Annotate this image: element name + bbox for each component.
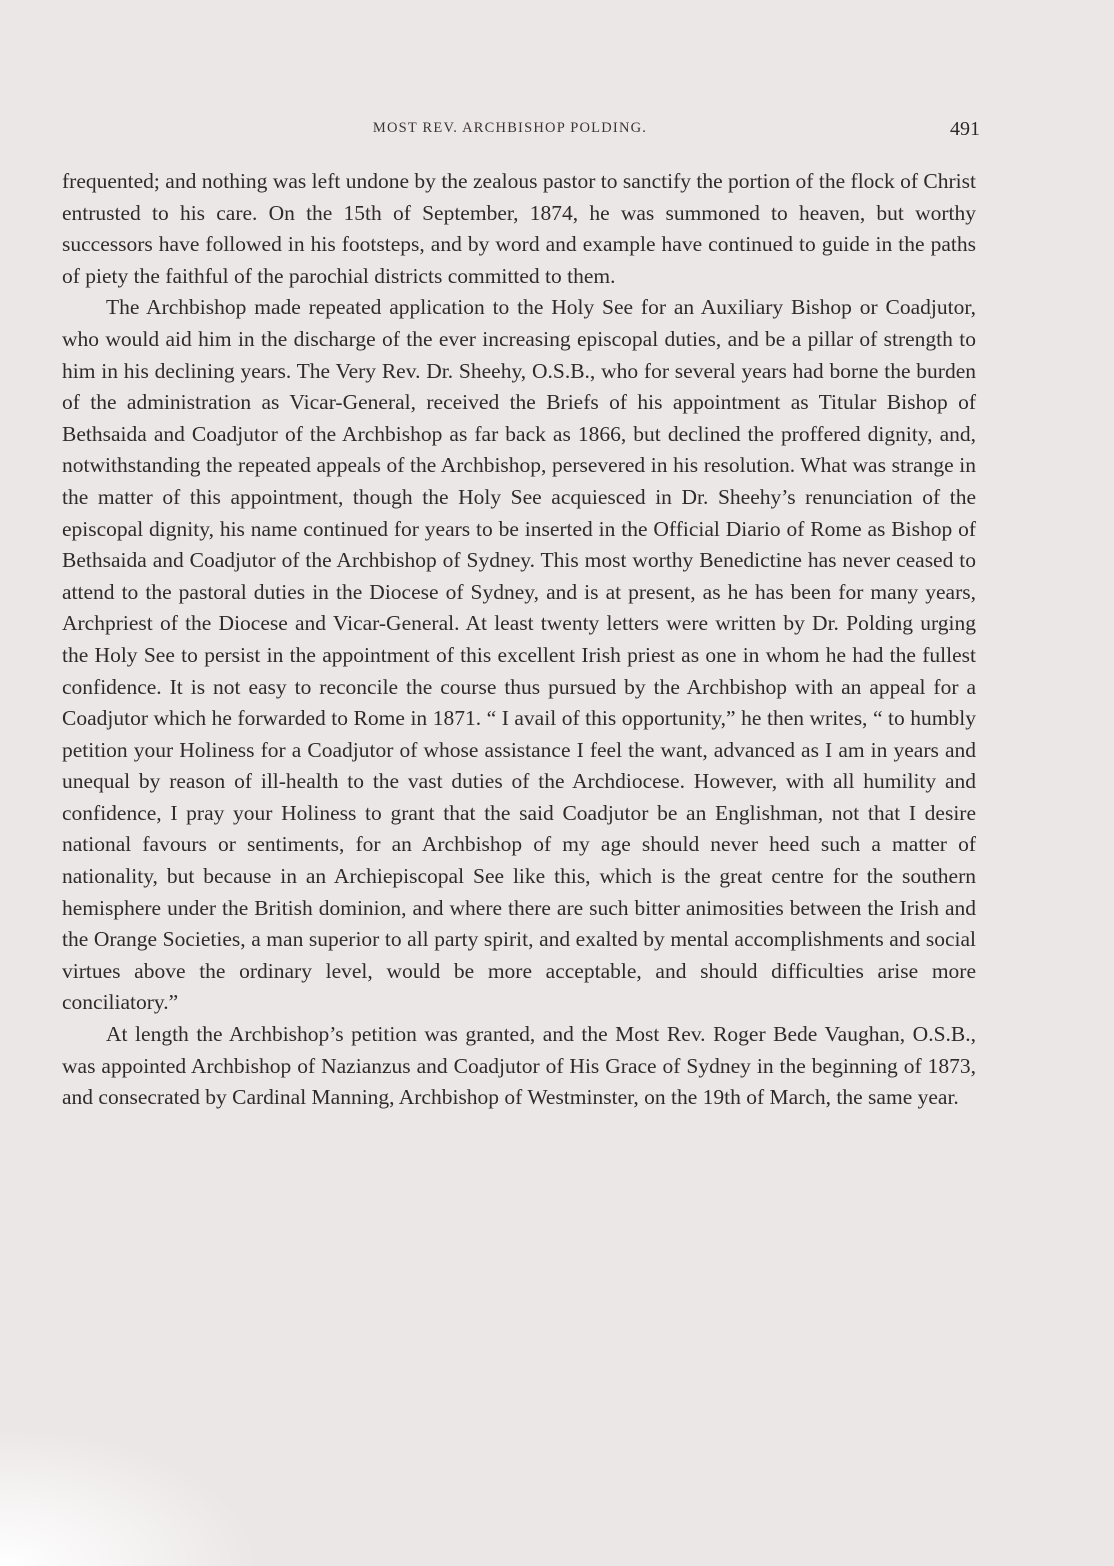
body-text (62, 166, 976, 1114)
paragraph-continuation: frequented; and nothing was left undone by the zealous pastor to sanctify the portion of the flock of Christ entrusted to his care. On the 15th of September, 1874, he was summoned to heaven, but worthy successors have followed in his footsteps, and by word and example have continued to guide in the paths of piety the faithful of the parochial districts committed to them. (62, 169, 976, 288)
running-title: MOST REV. ARCHBISHOP POLDING. (372, 120, 648, 136)
paragraph-coadjutor-application: The Archbishop made repeated application to the Holy See for an Auxiliary Bishop or Coadjutor, who would aid him in the discharge of the ever increasing episcopal duties, and be a pillar of strength to him in his declining years. The Very Rev. Dr. Sheehy, O.S.B., who for several years had borne the burden of the administration as Vicar-General, received the Briefs of his appointment as Titular Bishop of Bethsaida and Coadjutor of the Archbishop as far back as 1866, but declined the proffered dignity, and, notwithstanding the repeated appeals of the Archbishop, persevered in his resolution. What was strange in the matter of this appointment, though the Holy See acquiesced in Dr. Sheehy’s renunciation of the episcopal dignity, his name continued for years to be inserted in the Official Diario of Rome as Bishop of Bethsaida and Coadjutor of the Archbishop of Sydney. This most worthy Benedictine has never ceased to attend to the pastoral duties in the Diocese of Sydney, and is at present, as he has been for many years, Archpriest of the Diocese and Vicar-General. At least twenty letters were written by Dr. Polding urging the Holy See to persist in the appointment of this excellent Irish priest as one in whom he had the fullest confidence. It is not easy to reconcile the course thus pursued by the Archbishop with an appeal for a Coadjutor which he forwarded to Rome in 1871. “ I avail of this opportunity,” he then writes, “ to humbly petition your Holiness for a Coadjutor of whose assistance I feel the want, advanced as I am in years and unequal by reason of ill-health to the vast duties of the Archdiocese. However, with all humility and confidence, I pray your Holiness to grant that the said Coadjutor be an Englishman, not that I desire national favours or sentiments, for an Archbishop of my age should never heed such a matter of nationality, but because in an Archiepiscopal See like this, which is the great centre for the southern hemisphere under the British dominion, and where there are such bitter animosities between the Irish and the Orange Societies, a man superior to all party spirit, and exalted by mental accomplishments and social virtues above the ordinary level, would be more acceptable, and should difficulties arise more conciliatory.” (62, 295, 976, 1015)
page-corner-shade (0, 1426, 260, 1566)
running-head (60, 118, 980, 144)
paragraph-petition-granted: At length the Archbishop’s petition was granted, and the Most Rev. Roger Bede Vaughan, O.S.B., was appointed Archbishop of Nazianzus and Coadjutor of His Grace of Sydney in the beginning of 1873, and consecrated by Cardinal Manning, Archbishop of Westminster, on the 19th of March, the same year. (62, 1022, 976, 1110)
page-number: 491 (950, 118, 980, 140)
